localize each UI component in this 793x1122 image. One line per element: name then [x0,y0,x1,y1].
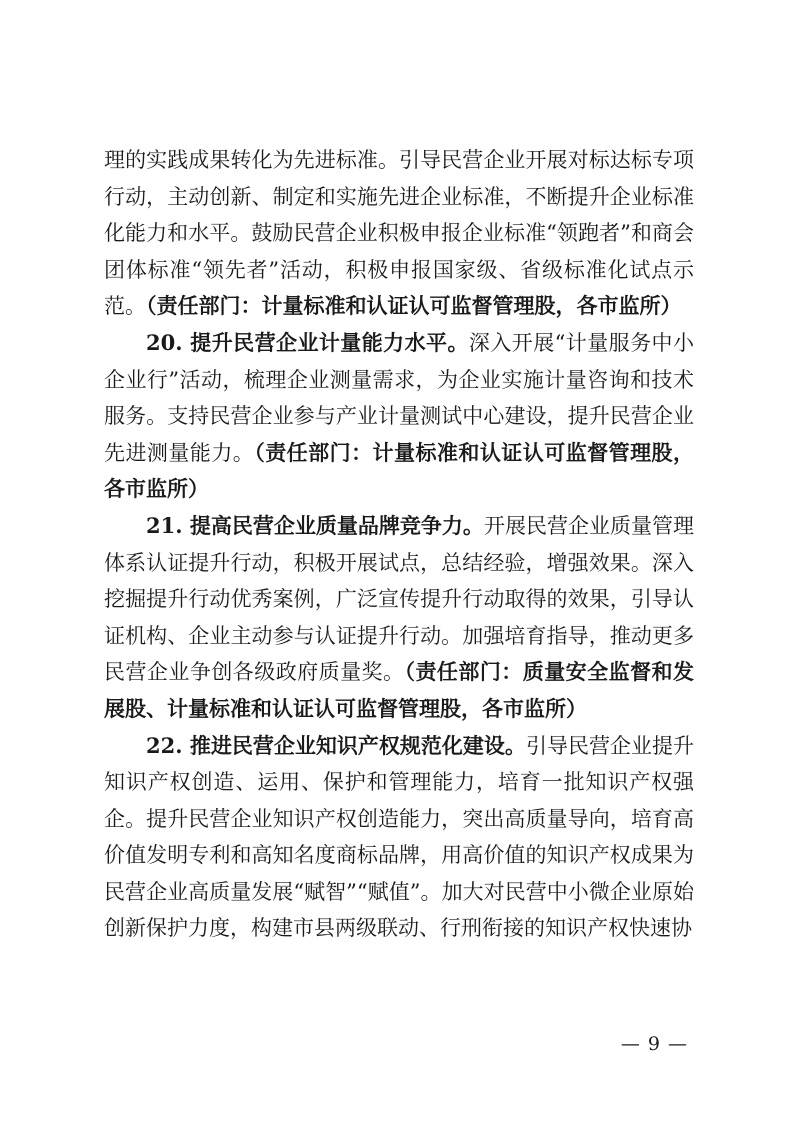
paragraph-item-22 [104,728,694,948]
paragraph-text: 引导民营企业提升知识产权创造、运用、保护和管理能力，培育一批知识产权强企。提升民营企业知识产权创造能力，突出高质量导向，培育高价值发明专利和高知名度商标品牌，用高价值的知识产权成果为民营企业高质量发展“赋智”“赋值”。加大对民营中小微企业原始创新保护力度，构建市县两级联动、行刑衔接的知识产权快速协 [104,733,694,941]
page-number: — 9 — [620,1033,688,1055]
responsibility-note: （责任部门：质量安全监督和发展股、计量标准和认证认可监督管理股，各市监所） [104,659,695,721]
document-body [104,142,694,947]
paragraph-text: 深入开展“计量服务中小企业行”活动，梳理企业测量需求，为企业实施计量咨询和技术服务。支持民营企业参与产业计量测试中心建设，提升民营企业先进测量能力。 [104,330,694,465]
paragraph-text: 理的实践成果转化为先进标准。引导民营企业开展对标达标专项行动，主动创新、制定和实施先进企业标准，不断提升企业标准化能力和水平。鼓励民营企业积极申报企业标准“领跑者”和商会团体标准“领先者”活动，积极申报国家级、省级标准化试点示范。 [104,148,694,319]
paragraph-item-20 [104,325,694,508]
responsibility-note: （责任部门：计量标准和认证认可监督管理股，各市监所） [146,293,682,319]
paragraph-item-21 [104,508,694,728]
item-heading: 21. 提高民营企业质量品牌竞争力。 [146,512,484,538]
item-heading: 20. 提升民营企业计量能力水平。 [146,329,469,355]
item-heading: 22. 推进民营企业知识产权规范化建设。 [146,732,526,758]
responsibility-note: （责任部门：计量标准和认证认可监督管理股，各市监所） [104,439,695,502]
paragraph-standards-continuation [104,142,694,325]
paragraph-text: 开展民营企业质量管理体系认证提升行动，积极开展试点，总结经验，增强效果。深入挖掘提升行动优秀案例，广泛宣传提升行动取得的效果，引导认证机构、企业主动参与认证提升行动。加强培育指导，推动更多民营企业争创各级政府质量奖。 [104,513,694,685]
